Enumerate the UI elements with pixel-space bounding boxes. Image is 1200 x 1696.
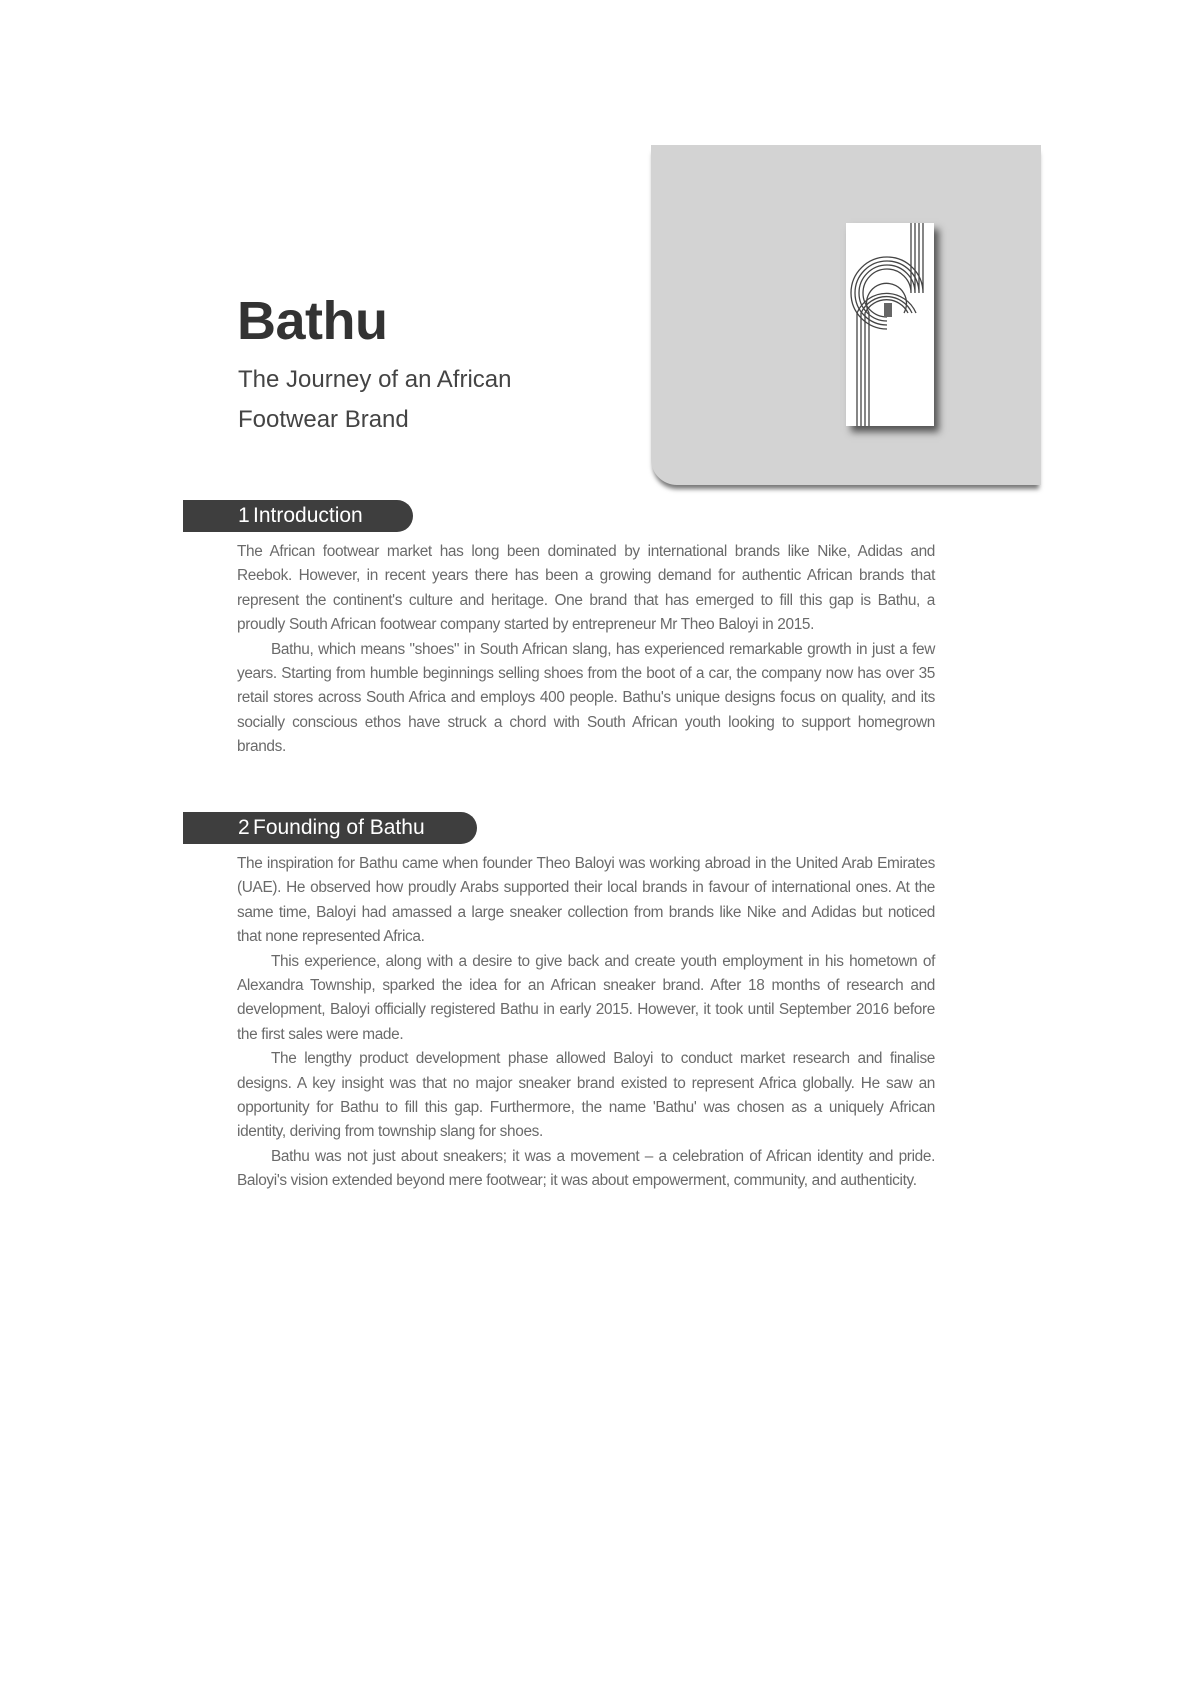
paragraph: The lengthy product development phase allowed Baloyi to conduct market research and finalise designs. A key insight was that no major sneaker brand existed to represent Africa globally. He saw an opportunity for Bathu to fill this gap. Furthermore, the name 'Bathu' was chosen as a uniquely African identity, deriving from township slang for shoes. <box>237 1050 935 1141</box>
subtitle-line: The Journey of an African <box>238 366 512 393</box>
section-number: 1 <box>238 504 250 527</box>
section-title: Founding of Bathu <box>253 816 425 839</box>
section-heading-introduction <box>183 500 413 532</box>
page-subtitle <box>238 360 558 440</box>
subtitle-line: Footwear Brand <box>238 406 409 433</box>
section-title: Introduction <box>253 504 363 527</box>
bathu-logo-icon <box>846 223 934 426</box>
paragraph: The African footwear market has long been dominated by international brands like Nike, Adidas and Reebok. However, in recent years there has been a growing demand for authentic African brands that represent the continent's culture and heritage. One brand that has emerged to fill this gap is Bathu, a proudly South African footwear company started by entrepreneur Mr Theo Baloyi in 2015. <box>237 543 935 634</box>
section-number: 2 <box>238 816 250 839</box>
section-body-introduction <box>237 540 935 760</box>
section-heading-founding <box>183 812 477 844</box>
paragraph: Bathu, which means "shoes" in South African slang, has experienced remarkable growth in just a few years. Starting from humble beginnings selling shoes from the boot of a car, the company now has over 35 retail stores across South Africa and employs 400 people. Bathu's unique designs focus on quality, and its socially conscious ethos have struck a chord with South African youth looking to support homegrown brands. <box>237 640 935 756</box>
page-title: Bathu <box>237 291 388 351</box>
paragraph: Bathu was not just about sneakers; it was a movement – a celebration of African identity and pride. Baloyi's vision extended beyond mere footwear; it was about empowerment, community, and authenticity. <box>237 1147 935 1190</box>
section-body-founding <box>237 852 935 1194</box>
paragraph: This experience, along with a desire to give back and create youth employment in his hometown of Alexandra Township, sparked the idea for an African sneaker brand. After 18 months of research and development, Baloyi officially registered Bathu in early 2015. However, it took until September 2016 before the first sales were made. <box>237 952 935 1043</box>
paragraph: The inspiration for Bathu came when founder Theo Baloyi was working abroad in the United Arab Emirates (UAE). He observed how proudly Arabs supported their local brands in favour of international ones. At the same time, Baloyi had amassed a large sneaker collection from brands like Nike and Adidas but noticed that none represented Africa. <box>237 855 935 946</box>
